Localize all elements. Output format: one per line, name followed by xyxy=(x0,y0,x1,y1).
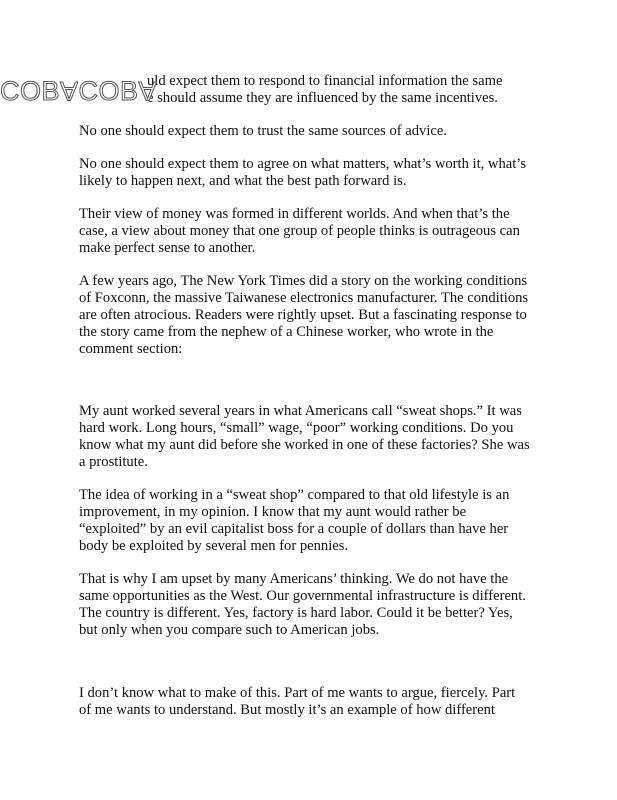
paragraph-2: No one should expect them to trust the same sources of advice. xyxy=(79,123,447,139)
watermark-part-2: A xyxy=(60,76,79,106)
paragraph-3: No one should expect them to agree on what matters, what’s worth it, what’s likely to happen next, and what the best path forward is. xyxy=(79,156,527,189)
quote-paragraph-2: The idea of working in a “sweat shop” compared to that old lifestyle is an improvement, in my opinion. I know that my aunt would rather be “exploited” by an evil capitalist boss for a couple of dollars than have her body be exploited by several men for pennies. xyxy=(79,487,510,554)
watermark-part-1: COB xyxy=(0,76,61,106)
paragraph-5: A few years ago, The New York Times did a story on the working conditions of Foxconn, the massive Taiwanese electronics manufacturer. The conditions are often atrocious. Readers were rightly upset. But a fascinating response to the story came from the nephew of a Chinese worker, who wrote in the comment section: xyxy=(79,273,529,357)
paragraph-4: Their view of money was formed in different worlds. And when that’s the case, a view about money that one group of people thinks is outrageous can make perfect sense to another. xyxy=(79,206,520,256)
quote-paragraph-3: That is why I am upset by many Americans’ thinking. We do not have the same opportunities as the West. Our governmental infrastructure is different. The country is different. Yes, factory is hard labor. Could it be better? Yes, but only when you compare such to American jobs. xyxy=(79,571,526,638)
watermark-logo xyxy=(0,74,157,108)
paragraph-6: I don’t know what to make of this. Part of me wants to argue, fiercely. Part of me wants to understand. But mostly it’s an example of how different xyxy=(79,685,516,718)
watermark-part-3: COB xyxy=(78,76,139,106)
paragraph-1: uld expect them to respond to financial information the same e should assume they are influenced by the same incentives. xyxy=(147,73,503,106)
quote-paragraph-1: My aunt worked several years in what Americans call “sweat shops.” It was hard work. Long hours, “small” wage, “poor” working conditions. Do you know what my aunt did before she worked in one of these factories? She was a prostitute. xyxy=(79,403,530,470)
watermark-part-4: A xyxy=(138,76,158,106)
